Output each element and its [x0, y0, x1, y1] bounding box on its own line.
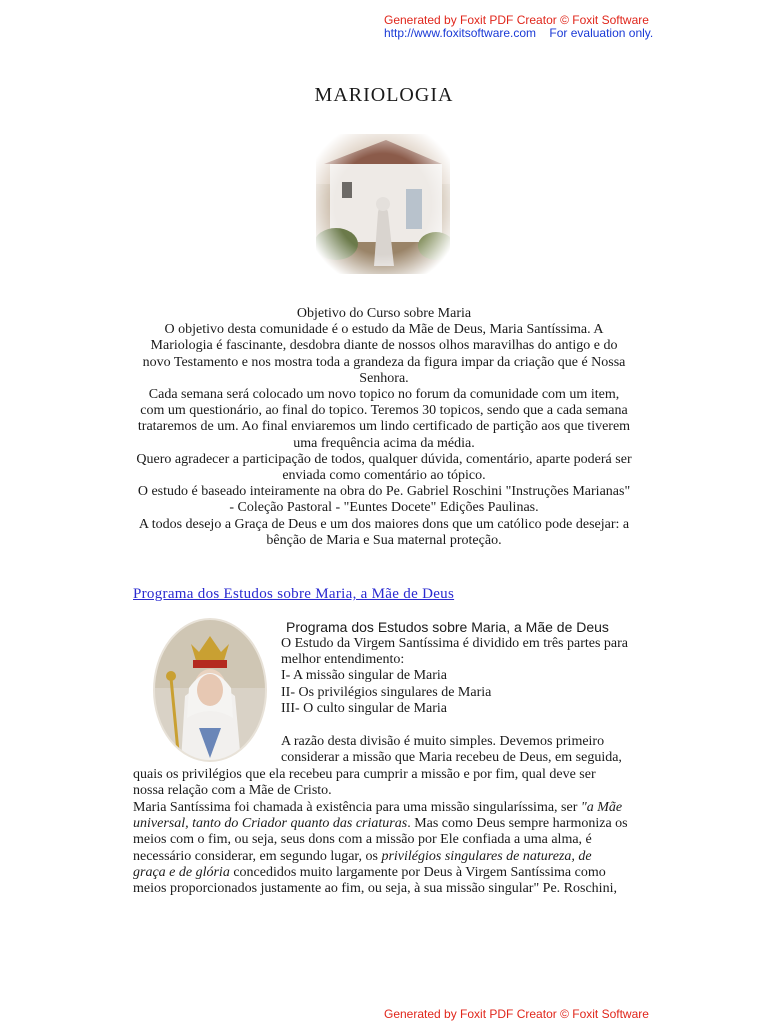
intro-line: A todos desejo a Graça de Deus e um dos maiores dons que um católico pode desejar: a [138, 516, 630, 532]
virgin-mary-portrait [153, 618, 267, 762]
text-run: concedidos muito largamente por Deus à Virgem Santíssima como [229, 865, 606, 880]
text-run: necessário considerar, em segundo lugar, os [133, 849, 382, 864]
intro-line: O objetivo desta comunidade é o estudo da Mãe de Deus, Maria Santíssima. A [164, 322, 604, 338]
program-line: II- Os privilégios singulares de Maria [281, 685, 492, 700]
foxit-eval-text: For evaluation only. [549, 26, 654, 40]
objective-heading: Objetivo do Curso sobre Maria [296, 306, 472, 321]
text-run: Maria Santíssima foi chamada à existência para uma missão singularíssima, ser [133, 800, 581, 815]
intro-line: bênção de Maria e Sua maternal proteção. [266, 532, 502, 548]
intro-line: trataremos de um. Ao final enviaremos um lindo certificado de partição aos que tiverem [137, 419, 631, 435]
text-run: . Mas como Deus sempre harmoniza os [407, 816, 628, 831]
foxit-watermark-bottom [384, 1008, 684, 1021]
course-objective [128, 306, 640, 549]
intro-line: uma frequência acima da média. [293, 435, 475, 451]
program-link[interactable]: Programa dos Estudos sobre Maria, a Mãe de Deus [133, 586, 455, 602]
program-line: meios com o fim, ou seja, seus dons com a missão por Ele confiada a uma alma, é [133, 832, 592, 847]
emphasis-run: graça e de glória [133, 865, 230, 880]
program-line [133, 816, 628, 832]
program-line [133, 800, 622, 816]
page-title: MARIOLOGIA [314, 84, 454, 106]
emphasis-run: privilégios singulares de natureza, de [381, 849, 592, 864]
program-line: quais os privilégios que ela recebeu para cumprir a missão e por fim, qual deve ser [133, 767, 596, 782]
foxit-url-link[interactable]: http://www.foxitsoftware.com [384, 26, 537, 40]
church-statue-photo [316, 134, 450, 274]
quote-run: universal, tanto do Criador quanto das criaturas [133, 816, 408, 831]
intro-line: enviada como comentário ao tópico. [282, 468, 486, 484]
intro-line: Mariologia é fascinante, desdobra diante de nossos olhos maravilhas do antigo e do [150, 338, 618, 354]
program-line [133, 849, 592, 865]
program-line: meios proporcionados justamente ao fim, ou seja, à sua missão singular" Pe. Roschini, [133, 881, 617, 896]
program-line: melhor entendimento: [281, 652, 405, 667]
program-line: nossa relação com a Mãe de Cristo. [133, 783, 332, 798]
program-line: considerar a missão que Maria recebeu de Deus, em seguida, [281, 750, 622, 765]
intro-line: novo Testamento e nos mostra toda a grandeza da figura impar da criação que é Nossa [142, 354, 626, 370]
program-heading: Programa dos Estudos sobre Maria, a Mãe de Deus [286, 619, 609, 635]
foxit-watermark-top [384, 14, 684, 40]
program-line: III- O culto singular de Maria [281, 701, 447, 716]
intro-line: O estudo é baseado inteiramente na obra do Pe. Gabriel Roschini "Instruções Marianas" [137, 484, 631, 500]
program-line: A razão desta divisão é muito simples. Devemos primeiro [281, 734, 605, 749]
intro-line: Quero agradecer a participação de todos, qualquer dúvida, comentário, aparte poderá ser [136, 451, 632, 467]
intro-line: Senhora. [359, 370, 409, 386]
program-line: I- A missão singular de Maria [281, 668, 448, 683]
foxit-generated-text: Generated by Foxit PDF Creator © Foxit Software [384, 1007, 649, 1021]
program-line: O Estudo da Virgem Santíssima é dividido em três partes para [281, 636, 629, 651]
program-line [133, 865, 606, 881]
quote-run: "a Mãe [580, 800, 623, 815]
intro-line: - Coleção Pastoral - "Euntes Docete" Edições Paulinas. [229, 500, 539, 516]
foxit-generated-text: Generated by Foxit PDF Creator © Foxit Software [384, 13, 649, 27]
intro-line: Cada semana será colocado um novo topico no forum da comunidade com um item, [148, 387, 620, 403]
intro-line: com um questionário, ao final do topico. Teremos 30 topicos, sendo que a cada semana [140, 403, 628, 419]
